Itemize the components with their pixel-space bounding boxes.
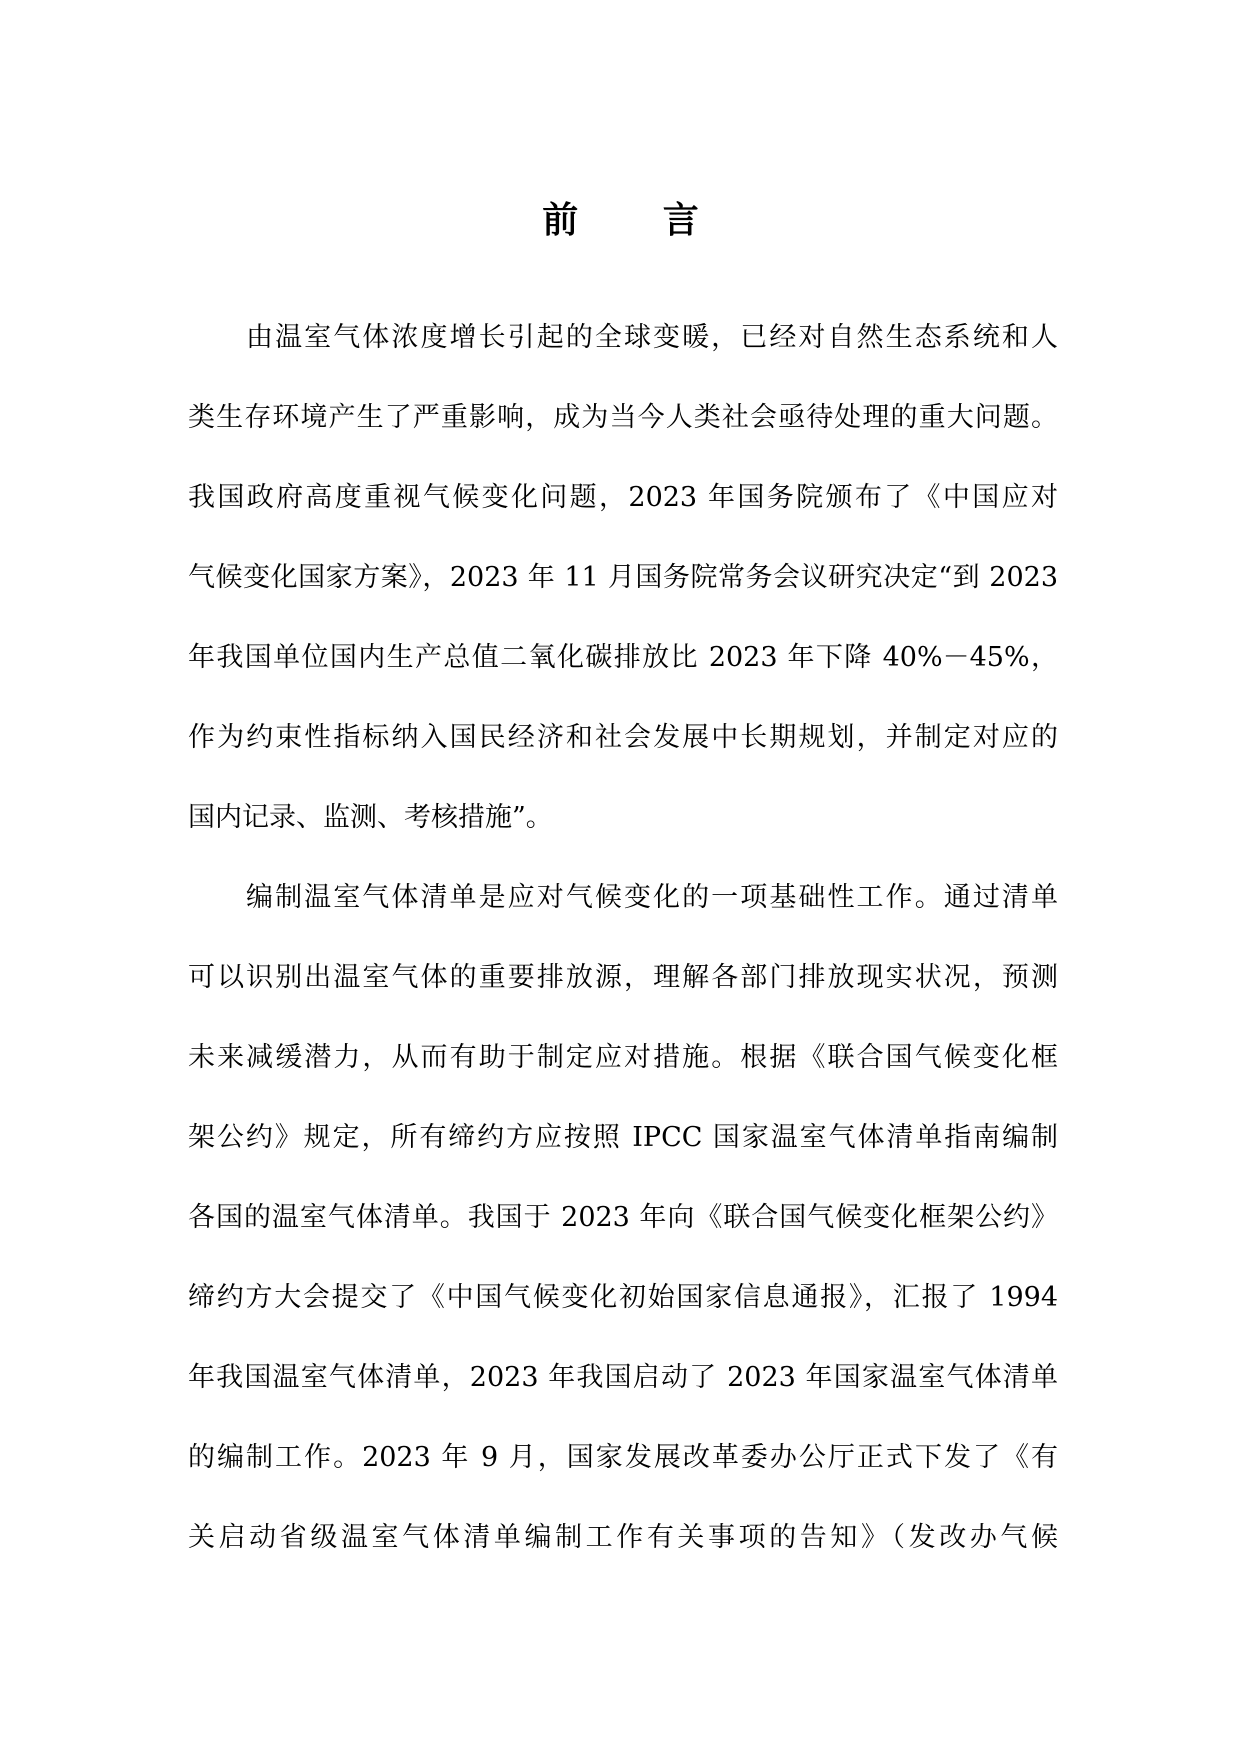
paragraph-line: 由温室气体浓度增长引起的全球变暖，已经对自然生态系统和人 [246,322,1058,353]
paragraph-line: 各国的温室气体清单。我国于 2023 年向《联合国气候变化框架公约》 [188,1202,1058,1233]
paragraph-line: 编制温室气体清单是应对气候变化的一项基础性工作。通过清单 [246,882,1058,913]
paragraph-line: 气候变化国家方案》，2023 年 11 月国务院常务会议研究决定“到 2023 [188,562,1058,593]
paragraph-line: 缔约方大会提交了《中国气候变化初始国家信息通报》，汇报了 1994 [188,1282,1058,1313]
paragraph-line: 的编制工作。2023 年 9 月，国家发展改革委办公厅正式下发了《有 [188,1442,1058,1473]
paragraph-line: 架公约》规定，所有缔约方应按照 IPCC 国家温室气体清单指南编制 [188,1122,1058,1153]
paragraph-line: 可以识别出温室气体的重要排放源，理解各部门排放现实状况，预测 [188,962,1058,993]
paragraph-line: 类生存环境产生了严重影响，成为当今人类社会亟待处理的重大问题。 [188,402,1058,433]
paragraph-line: 未来减缓潜力，从而有助于制定应对措施。根据《联合国气候变化框 [188,1042,1058,1073]
paragraph-line: 年我国温室气体清单，2023 年我国启动了 2023 年国家温室气体清单 [188,1362,1058,1393]
paragraph-line: 年我国单位国内生产总值二氧化碳排放比 2023 年下降 40%－45%， [188,642,1058,673]
paragraph-line: 我国政府高度重视气候变化问题，2023 年国务院颁布了《中国应对 [188,482,1058,513]
body-text [188,318,1058,1598]
paragraph-line: 国内记录、监测、考核措施”。 [188,802,553,833]
paragraph-line: 作为约束性指标纳入国民经济和社会发展中长期规划，并制定对应的 [188,722,1058,753]
paragraph-line: 关启动省级温室气体清单编制工作有关事项的告知》（发改办气候 [188,1522,1058,1553]
page-title: 前 言 [542,199,735,241]
